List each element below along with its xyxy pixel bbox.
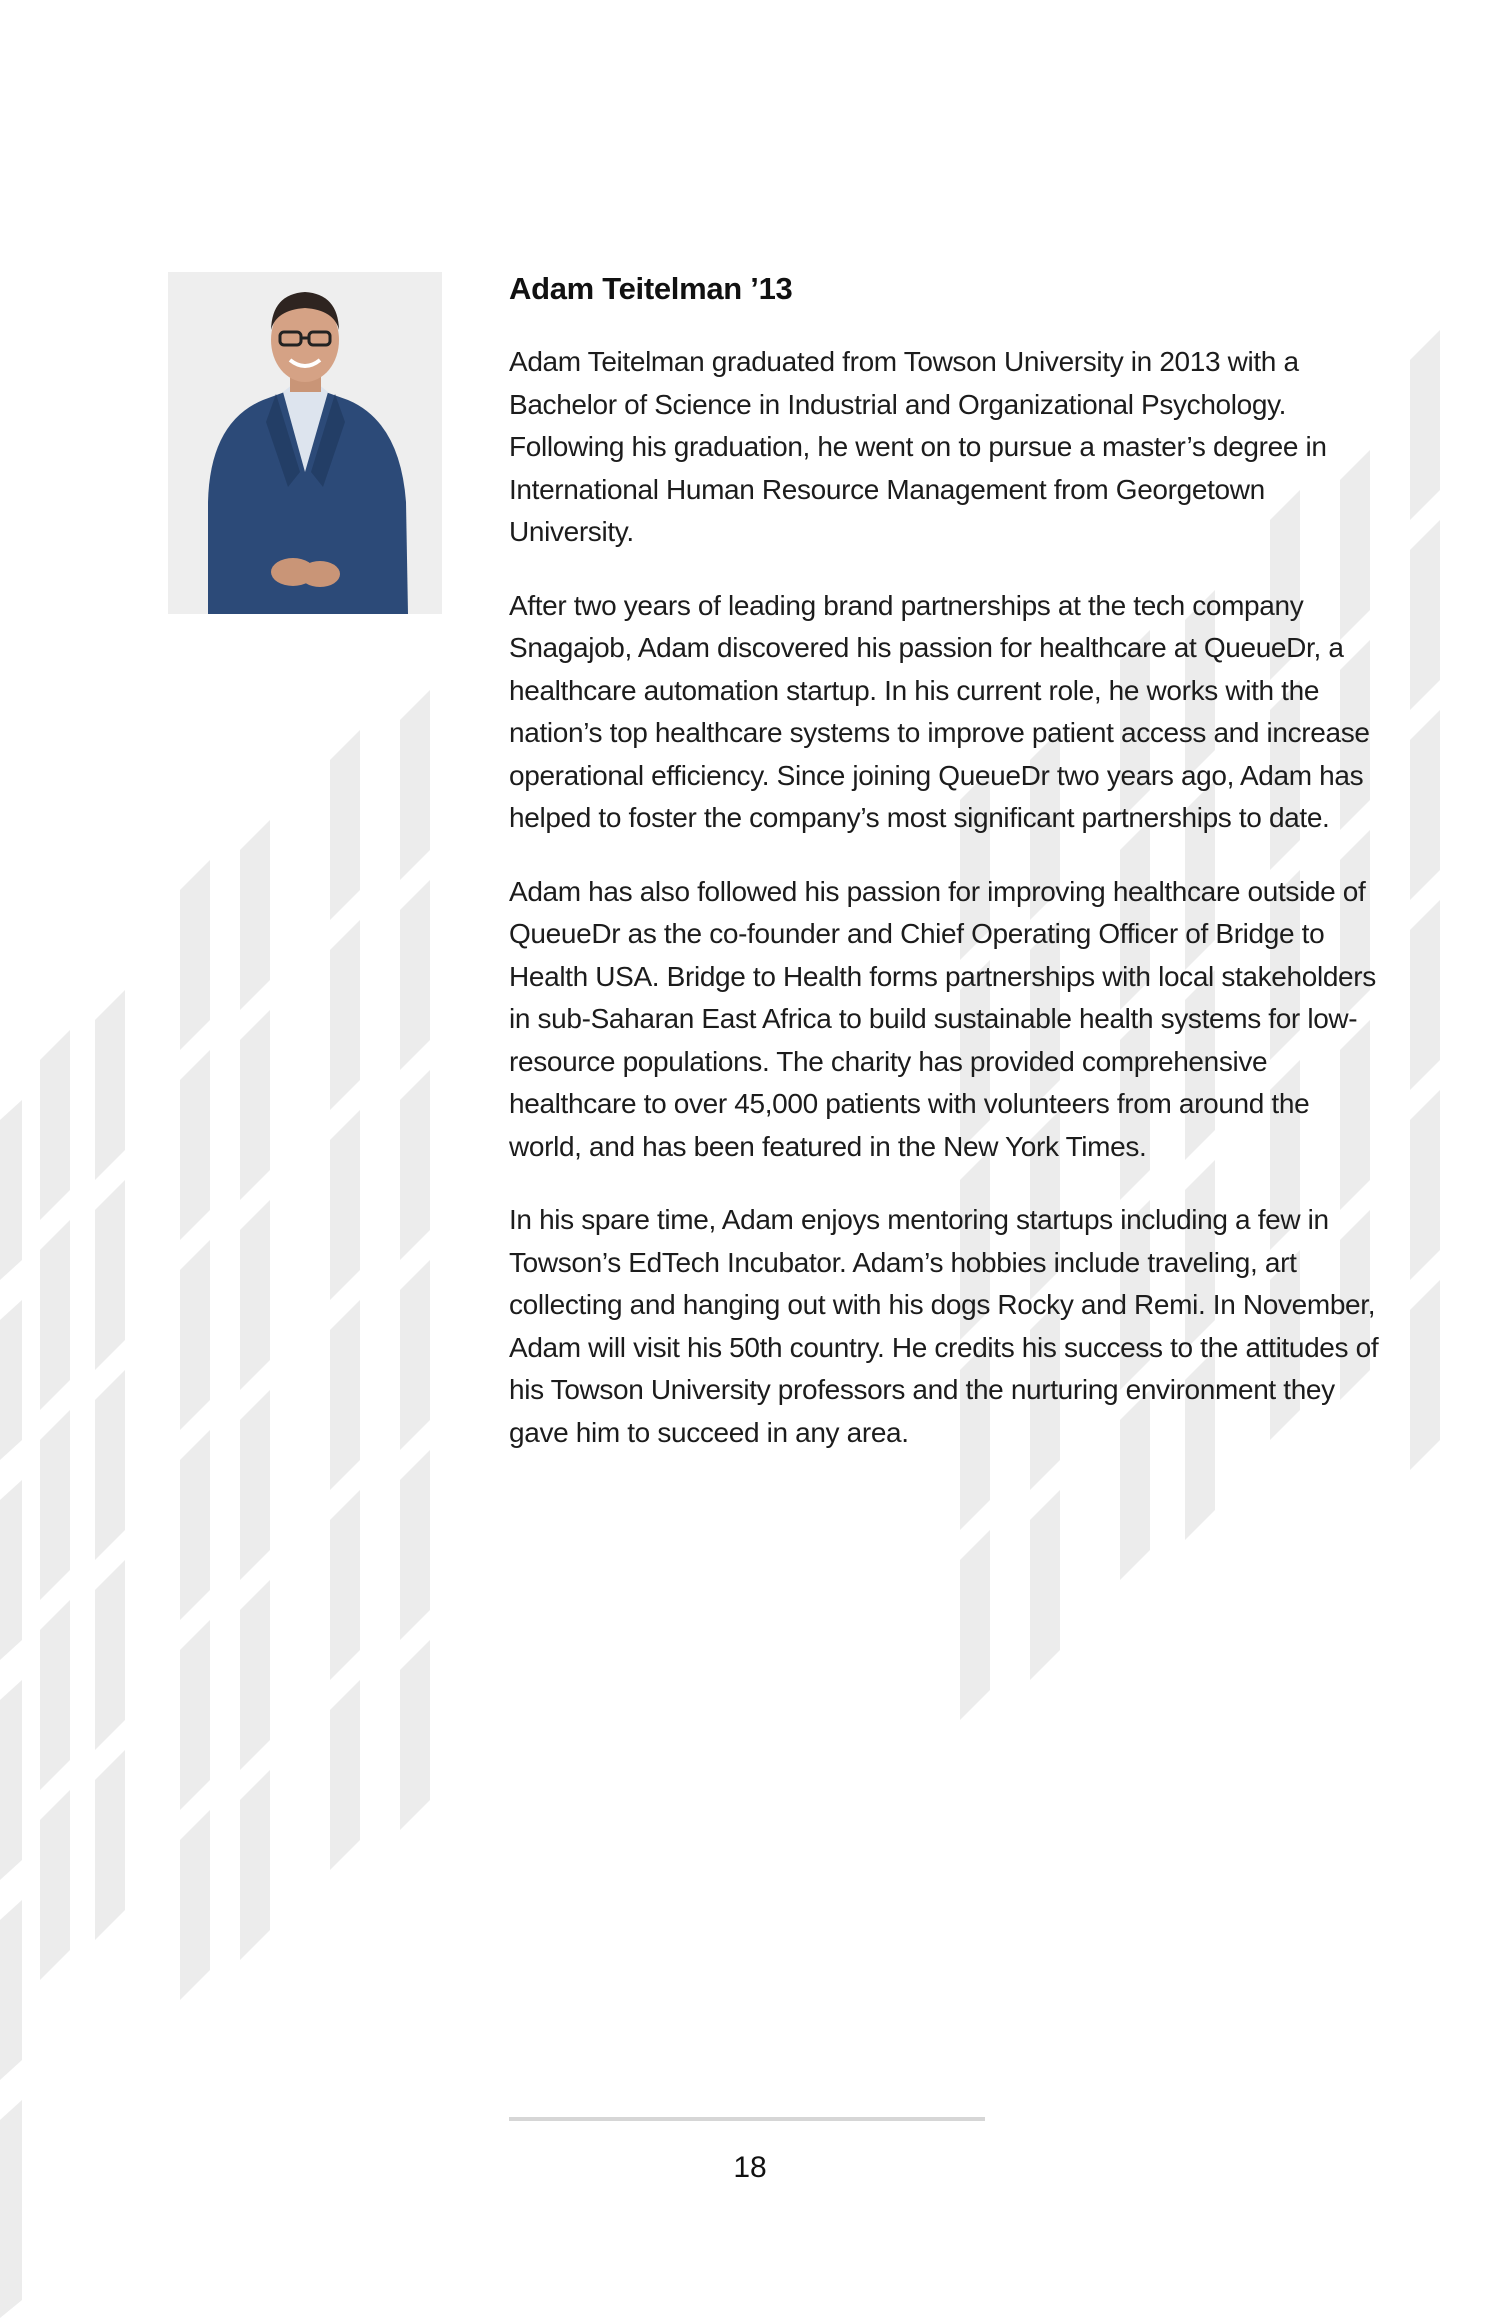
bio-paragraph-education: Adam Teitelman graduated from Towson University in 2013 with a Bachelor of Science in Industrial and Organizational Psychology. Following his graduation, he went on to pursue a master’s degree in International Human Resource Management from Georgetown University. — [509, 346, 1327, 547]
profile-photo — [168, 272, 442, 614]
bio-content — [509, 265, 1389, 1485]
bio-paragraph-career: After two years of leading brand partnerships at the tech company Snagajob, Adam discovered his passion for healthcare at QueueDr, a healthcare automation startup. In his current role, he works with the nation’s top healthcare systems to improve patient access and increase operational efficiency. Since joining QueueDr two years ago, Adam has helped to foster the company’s most significant partnerships to date. — [509, 589, 1370, 833]
footer-divider — [509, 2117, 985, 2121]
page-number: 18 — [733, 2151, 767, 2184]
bio-paragraph-personal: In his spare time, Adam enjoys mentoring startups including a few in Towson’s EdTech Incubator. Adam’s hobbies include traveling, art collecting and hanging out with his dogs Rocky and Remi. In November, Adam will visit his 50th country. He credits his success to the attitudes of his Towson University professors and the nurturing environment they gave him to succeed in any area. — [509, 1204, 1379, 1448]
person-name-heading: Adam Teitelman ’13 — [509, 271, 793, 306]
person-portrait-image — [168, 272, 442, 614]
bio-paragraph-charity: Adam has also followed his passion for improving healthcare outside of QueueDr as the co-founder and Chief Operating Officer of Bridge to Health USA. Bridge to Health forms partnerships with local stakeholders in sub-Saharan East Africa to build sustainable health systems for low-resource populations. The charity has provided comprehensive healthcare to over 45,000 patients with volunteers from around the world, and has been featured in the New York Times. — [509, 875, 1376, 1162]
